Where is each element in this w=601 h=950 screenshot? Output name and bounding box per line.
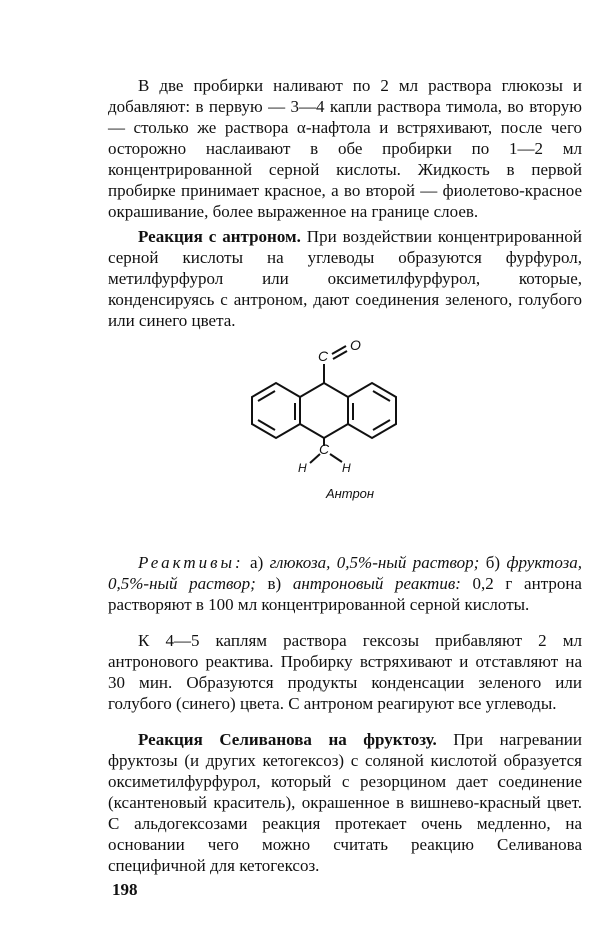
paragraph-text: При нагревании фруктозы (и других кетогексоз) с соляной кислотой образуется оксиметилфурфурол, который с резорцином дает соединение (ксантеновый краситель), окрашенное в вишнево-красный цвет. С альдогексозами реакция протекает очень медленно, на основании чего можно считать реакцию Селиванова специфичной для кетогексоз. (108, 730, 582, 875)
hydrogen-right-label: H (342, 461, 351, 475)
paragraph-selivanov-reaction (108, 729, 582, 876)
carbonyl-carbon-label: C (318, 348, 329, 364)
reagents-label: Реактивы: (138, 553, 244, 572)
item-c-text: антроновый реактив: (292, 574, 461, 593)
paragraph-reagents (108, 552, 582, 615)
item-a-text: глюкоза, 0,5%-ный раствор; (269, 553, 480, 572)
hydrogen-left-label: H (298, 461, 307, 475)
middle-ring-bottom (300, 424, 348, 438)
page-number: 198 (112, 880, 138, 899)
item-b-marker: б) (479, 553, 507, 572)
item-c-rest: 0,2 г антрона растворяют в 100 мл концентрированной серной кислоты. (108, 574, 582, 614)
item-a-marker: а) (243, 553, 270, 572)
section-heading-selivanov: Реакция Селиванова на фруктозу. (138, 730, 437, 749)
paragraph-text: В две пробирки наливают по 2 мл раствора глюкозы и добавляют: в первую — 3—4 капли раствора тимола, во вторую — столько же раствора α-нафтола и встряхивают, после чего осторожно наслаивают в обе пробирки по 1—2 мл концентрированной серной кислоты. Жидкость в первой пробирке принимает красное, а во второй — фиолетово-красное окрашивание, более выраженное на границе слоев. (108, 76, 582, 221)
anthrone-structure-diagram (238, 330, 468, 510)
right-benzene-ring (348, 383, 396, 438)
paragraph-glucose-test (108, 75, 582, 222)
paragraph-text: К 4—5 каплям раствора гексозы прибавляют 2 мл антронового реактива. Пробирку встряхивают и отставляют на 30 мин. Образуются продукты конденсации зеленого или голубого (синего) цвета. С антроном реагируют все углеводы. (108, 631, 582, 713)
paragraph-text: При воздействии концентрированной серной кислоты на углеводы образуются фурфурол, метилфурфурол или оксиметилфурфурол, которые, конденсируясь с антроном, дают соединения зеленого, голубого или синего цвета. (108, 227, 582, 330)
left-benzene-ring (252, 383, 300, 438)
middle-ring-top (300, 383, 348, 397)
item-b-text: фруктоза, 0,5%-ный раствор; (108, 553, 582, 593)
paragraph-procedure (108, 630, 582, 714)
figure-caption: Антрон (325, 486, 375, 501)
methylene-carbon-label: C (319, 441, 330, 457)
paragraph-anthrone-reaction (108, 226, 582, 331)
oxygen-label: O (350, 337, 361, 353)
item-c-marker: в) (255, 574, 293, 593)
section-heading-anthrone: Реакция с антроном. (138, 227, 301, 246)
